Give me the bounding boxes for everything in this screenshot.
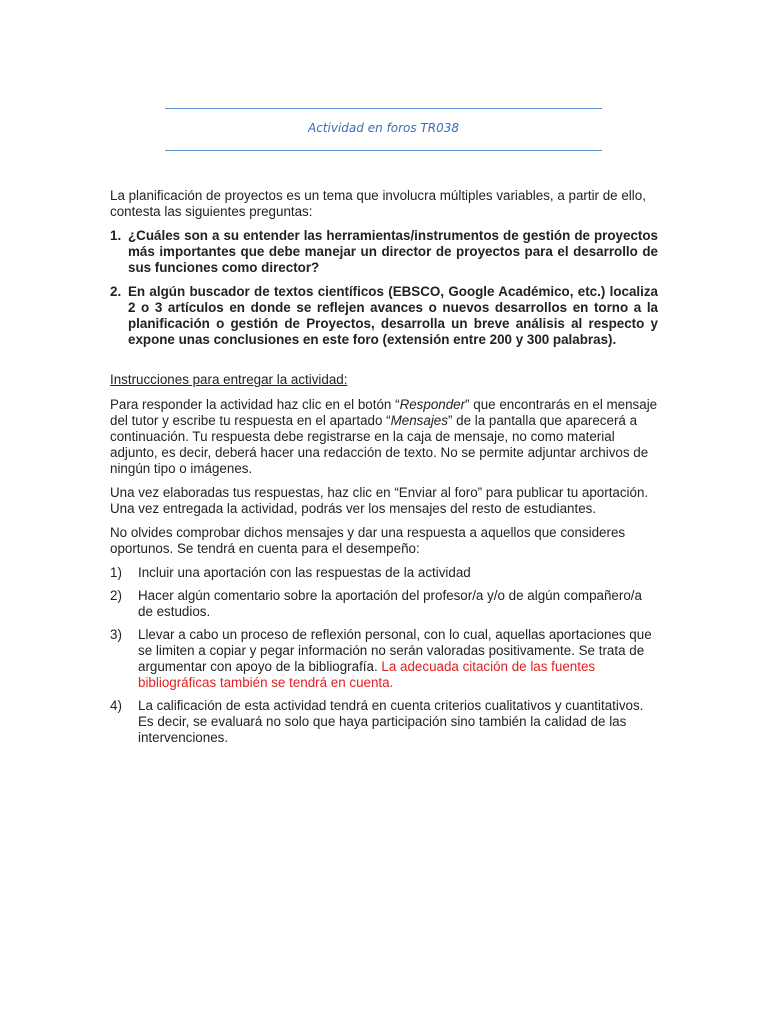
criteria-body: Incluir una aportación con las respuestas de la actividad <box>138 565 471 580</box>
criteria-text <box>138 698 658 746</box>
document-title: Actividad en foros TR038 <box>308 121 459 135</box>
criteria-body: La calificación de esta actividad tendrá en cuenta criterios cualitativos y cuantitativos. Es decir, se evaluará no solo que haya participación sino también la calidad de las intervenciones. <box>138 698 644 745</box>
criteria-body: Hacer algún comentario sobre la aportación del profesor/a y/o de algún compañero/a de estudios. <box>138 588 642 619</box>
intro-paragraph: La planificación de proyectos es un tema que involucra múltiples variables, a partir de ello, contesta las siguientes preguntas: <box>110 188 646 219</box>
instructions-paragraph-1 <box>110 397 658 477</box>
question-list <box>110 228 658 348</box>
criteria-text <box>138 565 658 581</box>
criteria-text <box>138 627 658 691</box>
criteria-item <box>110 627 658 691</box>
question-number: 1. <box>110 228 122 243</box>
question-text: En algún buscador de textos científicos (EBSCO, Google Académico, etc.) localiza 2 o 3 artículos en donde se reflejen avances o nuevos desarrollos en torno a la planificación o gestión de Proyectos, desarrolla un breve análisis al respecto y expone unas conclusiones en este foro (extensión entre 200 y 300 palabras). <box>128 284 658 347</box>
criteria-number: 2) <box>110 588 122 603</box>
criteria-number: 3) <box>110 627 122 642</box>
criteria-number: 1) <box>110 565 122 580</box>
instructions-paragraph-2: Una vez elaboradas tus respuestas, haz clic en “Enviar al foro” para publicar tu aportación. Una vez entregada la actividad, podrás ver los mensajes del resto de estudiantes. <box>110 485 649 516</box>
instructions-text: Para responder la actividad haz clic en el botón “ <box>110 397 400 412</box>
instructions-text: ” que encontrarás en el mensaje del tutor y escribe tu respuesta en el apartado “ <box>110 397 658 428</box>
criteria-text <box>138 588 658 620</box>
criteria-item <box>110 588 658 620</box>
title-bottom-rule <box>165 150 602 151</box>
instructions-heading: Instrucciones para entregar la actividad: <box>110 372 348 387</box>
mensajes-term: Mensajes <box>390 413 448 428</box>
question-text: ¿Cuáles son a su entender las herramientas/instrumentos de gestión de proyectos más importantes que debe manejar un director de proyectos para el desarrollo de sus funciones como director? <box>128 228 658 275</box>
criteria-list <box>110 565 658 746</box>
question-item <box>110 228 658 276</box>
citation-highlight: La adecuada citación de las fuentes bibliográficas también se tendrá en cuenta. <box>138 659 596 690</box>
criteria-item <box>110 565 658 581</box>
document-body <box>110 188 658 753</box>
criteria-body: Llevar a cabo un proceso de reflexión personal, con lo cual, aquellas aportaciones que se limiten a copiar y pegar información no serán valoradas positivamente. Se trata de argumentar con apoyo de la bibliografía. <box>138 627 652 674</box>
instructions-paragraph-3: No olvides comprobar dichos mensajes y dar una respuesta a aquellos que consideres oportunos. Se tendrá en cuenta para el desempeño: <box>110 525 626 556</box>
question-number: 2. <box>110 284 122 299</box>
criteria-number: 4) <box>110 698 122 713</box>
question-item <box>110 284 658 348</box>
responder-term: Responder <box>399 397 466 412</box>
title-top-rule <box>165 108 602 109</box>
instructions-text: ” de la pantalla que aparecerá a continuación. Tu respuesta debe registrarse en la caja de mensaje, no como material adjunto, es decir, deberá hacer una redacción de texto. No se permite adjuntar archivos de ningún tipo o imágenes. <box>110 413 649 476</box>
criteria-item <box>110 698 658 746</box>
